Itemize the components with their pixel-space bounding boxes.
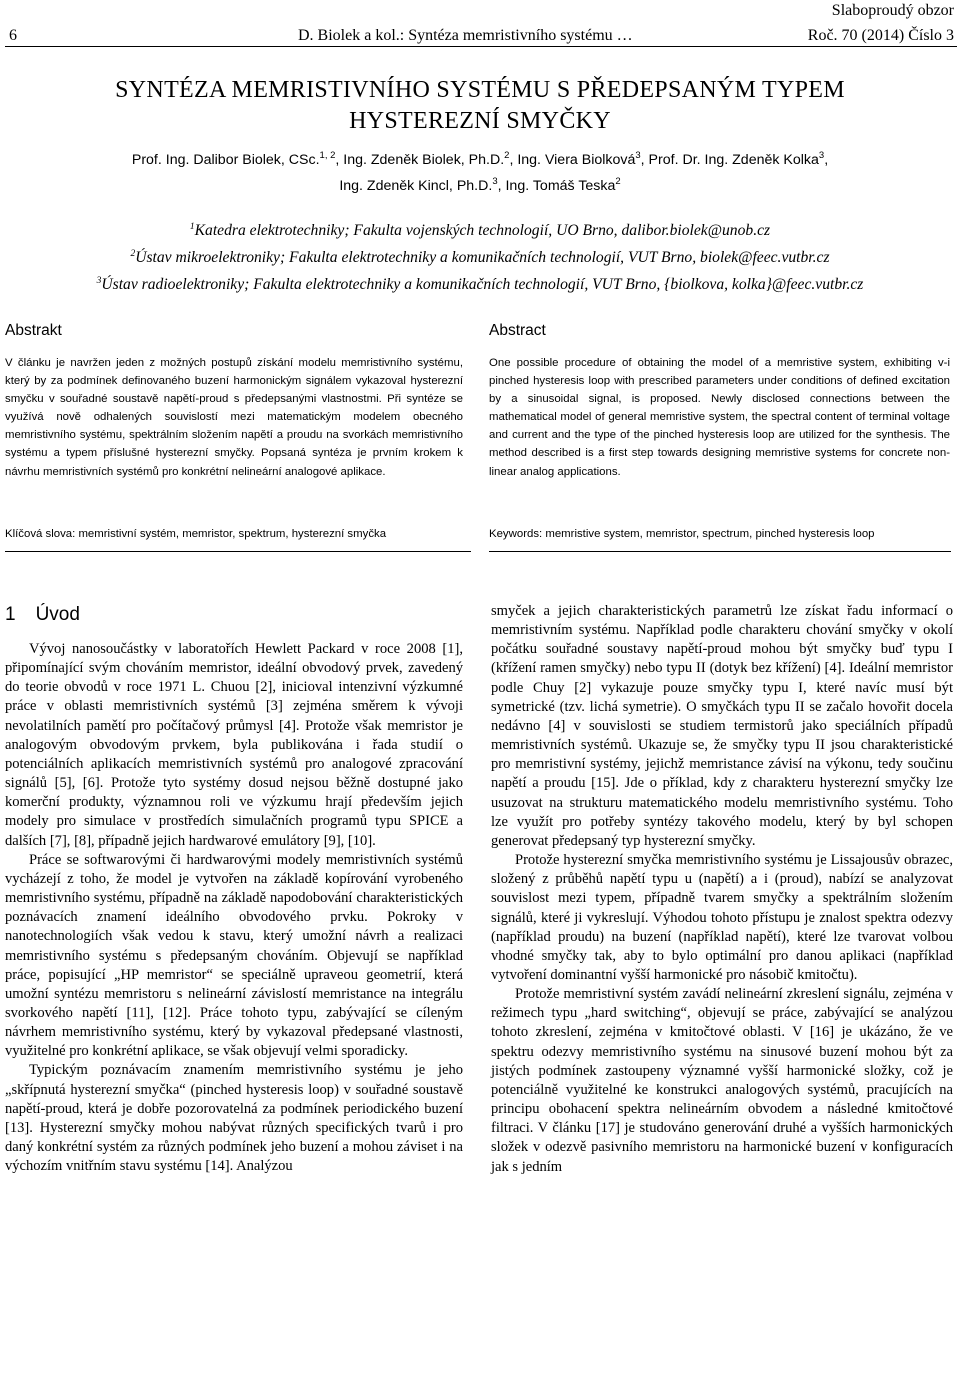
affiliation-1: [0, 222, 960, 240]
abstract-cz-text: V článku je navržen jeden z možných postupů získání modelu memristivního systému, který by za podmínek definovaného buzení harmonickým signálem vykazoval hysterezní smyčku v souřadné soustavě napětí-proud s předepsanými vlastnostmi. Při syntéze se využívá nově odhalených souvislostí mezi matematickým modelem obecného memristivního systému, spektrálním složením napětí a proudu na svorkách memristivního systému a typem příslušné hysterezní smyčky. Popsaná syntéza je prvním krokem k návrhu memristivních systémů pro konkrétní nelineární analogové aplikace.: [5, 357, 463, 478]
affiliation-2: [0, 249, 960, 267]
section-number: 1: [5, 604, 16, 625]
running-title: D. Biolek a kol.: Syntéza memristivního systému …: [298, 27, 633, 44]
authors-line1: Prof. Ing. Dalibor Biolek, CSc.$^{1, 2}$, Ing. Zdeněk Biolek, Ph.D.$^2$, Ing. Viera Biolková$^3$, Prof. Dr. Ing. Zdeněk Kolka$^3$,: [131, 150, 829, 168]
section-title: Úvod: [35, 604, 80, 625]
affiliation-text: Ústav radioelektroniky; Fakulta elektrotechniky a komunikačních technologií, VUT Brno, {biolkova, kolka}@feec.vutbr.cz: [101, 276, 864, 293]
abstract-en-heading: Abstract: [489, 322, 546, 339]
body-paragraph: Protože memristivní systém zavádí nelineární zkreslení signálu, zejména v režimech typu „hard switching“, objevují se práce, zabývající se analýzou tohoto zkreslení, zejména v kmitočtové oblasti. V [16] je ukázáno, že ve spektru odezvy memristivního systému na sinusové buzení mohou být za jistých podmínek zastoupeny významné vyšší harmonické složky, což je potenciálně využitelné ke konstrukci analogových systémů, pracujících na principu obohacení spektra nelineárním obvodem a následné kmitočtové filtraci. V článku [17] je studováno generování druhé a vyšších harmonických složek v odezvě pasivního memristoru na harmonické buzení v konfiguracích jak s jedním: [491, 986, 953, 1175]
paper-title-line2: HYSTEREZNÍ SMYČKY: [349, 108, 611, 134]
affiliation-3: [0, 276, 960, 294]
author-affiliation-mark: 3: [818, 150, 825, 161]
page-number: 6: [9, 27, 17, 44]
issue-label: Roč. 70 (2014) Číslo 3: [807, 27, 954, 44]
author-name: , Prof. Dr. Ing. Zdeněk Kolka: [640, 152, 819, 168]
affiliation-text: Katedra elektrotechniky; Fakulta vojenských technologií, UO Brno, dalibor.biolek@unob.cz: [194, 222, 771, 239]
author-name: Prof. Ing. Dalibor Biolek, CSc.: [131, 152, 320, 168]
section-label: Slaboproudý obzor: [831, 2, 954, 19]
author-affiliation-mark: 2: [504, 150, 510, 161]
affiliation-text: Ústav mikroelektroniky; Fakulta elektrotechniky a komunikačních technologií, VUT Brno, biolek@feec.vutbr.cz: [135, 249, 830, 266]
affiliation-number: 2: [130, 249, 136, 259]
abstract-en-text: One possible procedure of obtaining the model of a memristive system, exhibiting v-i pinched hysteresis loop with prescribed parameters under conditions of defined excitation by a sinusoidal signal, is proposed. Newly disclosed connections between the mathematical model of general memristive system, the spectral content of terminal voltage and current and the type of the pinched hysteresis loop are utilized for the synthesis. The method described is a first step towards designing memristive systems for concrete non-linear analog applications.: [489, 357, 950, 478]
body-paragraph: Protože hysterezní smyčka memristivního systému je Lissajousův obrazec, složený z průběhů napětí typu u (napětí) a i (proud), nabízí se analyzovat souvislost mezi typem, případně tvarem smyčky a spektrálním složením signálů, které ji vykreslují. Výhodou tohoto přístupu je znalost spektra odezvy (například proudu) na buzení (například napětí), které lze tvarovat volbou vhodné smyčky tak, aby to bylo optimální pro danou aplikaci (například vytvoření dominantní vyšší harmonické pro násobič kmitočtu).: [491, 852, 953, 983]
section-heading: [5, 604, 80, 626]
body-paragraph: smyček a jejich charakteristických parametrů lze získat řadu informací o memristivním systému. Například podle charakteru chování smyčky v okolí počátku souřadné soustavy napětí-proud mohou být smyčky buď typu I (křížení ramen smyčky) nebo typu II (dotyk bez křížení) [4]. Ideální memristor podle Chuy [2] vykazuje pouze smyčky typu I, které navíc musí být symetrické (tzv. lichá symetrie). O smyčkách typu II se začalo hovořit docela nedávno [4] v souvislosti se studiem termistorů jako speciálních případů memristivních systémů. Ukazuje se, že smyčky typu II jsou charakteristické pro memristivní systémy, jejichž memristance závisí na výkonu, tedy součinu napětí a proudu [15]. Jde o příklad, kdy z charakteru hysterezní smyčky lze usuzovat na strukturu matematického modelu memristivního systému. Toho lze využít pro potřeby syntézy takového modelu, který by byl schopen generovat předepsaný typ hysterezní smyčky.: [491, 603, 953, 849]
author-affiliation-mark: 2: [615, 176, 621, 187]
authors-line2: [0, 174, 960, 199]
author-name: , Ing. Tomáš Teska: [497, 178, 616, 194]
author-name: , Ing. Viera Biolková: [509, 152, 636, 168]
abstract-en-rule: [489, 551, 951, 552]
body-paragraph: Práce se softwarovými či hardwarovými modely memristivních systémů vycházejí z toho, že model je vytvořen na základě kopírování vyrobeného memristivního systému, případně na základě napodobování charakteristických poznávacích znamení ideálního obvodového prvku. Pokroky v nanotechnologiích však vedou k stavu, který umožní návrh a realizaci memristivního systému s předepsaným chováním. Objevují se například práce, popisující „HP memristor“ se speciálně upraveou geometrií, která umožní syntézu memristoru s nelineární závislostí memristance na integrálu svorkového napětí [11], [12]. Práce tohoto typu, zabývající se cíleným návrhem memristivního systému, který by vykazoval předepsané vlastnosti, využitelné pro konkrétní aplikace, se však objevují velmi sporadicky.: [5, 851, 463, 1060]
abstract-cz-rule: [5, 551, 471, 552]
author-affiliation-mark: 1, 2: [319, 150, 336, 161]
header-rule: [5, 46, 957, 47]
keywords-en: Keywords: memristive system, memristor, spectrum, pinched hysteresis loop: [489, 528, 875, 540]
author-name: Ing. Zdeněk Kincl, Ph.D.: [339, 178, 493, 194]
body-paragraph: Typickým poznávacím znamením memristivního systému je jeho „skřípnutá hysterezní smyčka“ (pinched hysteresis loop) v souřadné soustavě napětí-proud, která je dobře pozorovatelná za podmínek periodického buzení [13]. Hysterezní smyčky mohou nabývat různých specifických tvarů i pro daný konkrétní systém za různých podmínek jeho buzení a mohou záviset i na výchozím vnitřním stavu systému [14]. Analýzou: [5, 1062, 463, 1175]
body-column-right: [491, 602, 953, 1177]
author-affiliation-mark: 3: [492, 176, 498, 187]
author-name: , Ing. Zdeněk Biolek, Ph.D.: [335, 152, 505, 168]
keywords-cz: Klíčová slova: memristivní systém, memristor, spektrum, hysterezní smyčka: [5, 528, 387, 540]
body-paragraph: Vývoj nanosoučástky v laboratořích Hewlett Packard v roce 2008 [1], připomínající svým chováním memristor, ideální obvodový prvek, zavedený do teorie obvodů v roce 1971 L. Chuou [2], inicioval intenzivní výzkumné práce v oblasti memristivních systémů [3] zejména směrem k vývoji nevolatilních pamětí pro počítačový průmysl [4]. Protože však memristor je analogovým obvodovým prvkem, byla publikována i řada studií o potenciálních aplikacích memristivních systémů pro analogové zpracování signálů [5], [6]. Protože tyto systémy dosud nejsou běžně dostupné jako komerční produkty, významnou roli ve výzkumu hrají především jejich modely pro simulace v prostředích simulačních programů typu SPICE a dalších [7], [8], případně jejich hardwarové emulátory [9], [10].: [5, 641, 463, 849]
body-column-left: [5, 640, 463, 1176]
affiliation-number: 1: [189, 222, 195, 232]
abstract-cz-heading: Abstrakt: [5, 322, 62, 339]
affiliation-number: 3: [96, 276, 102, 286]
author-affiliation-mark: 3: [635, 150, 641, 161]
paper-title-line1: SYNTÉZA MEMRISTIVNÍHO SYSTÉMU S PŘEDEPSANÝM TYPEM: [115, 77, 845, 103]
